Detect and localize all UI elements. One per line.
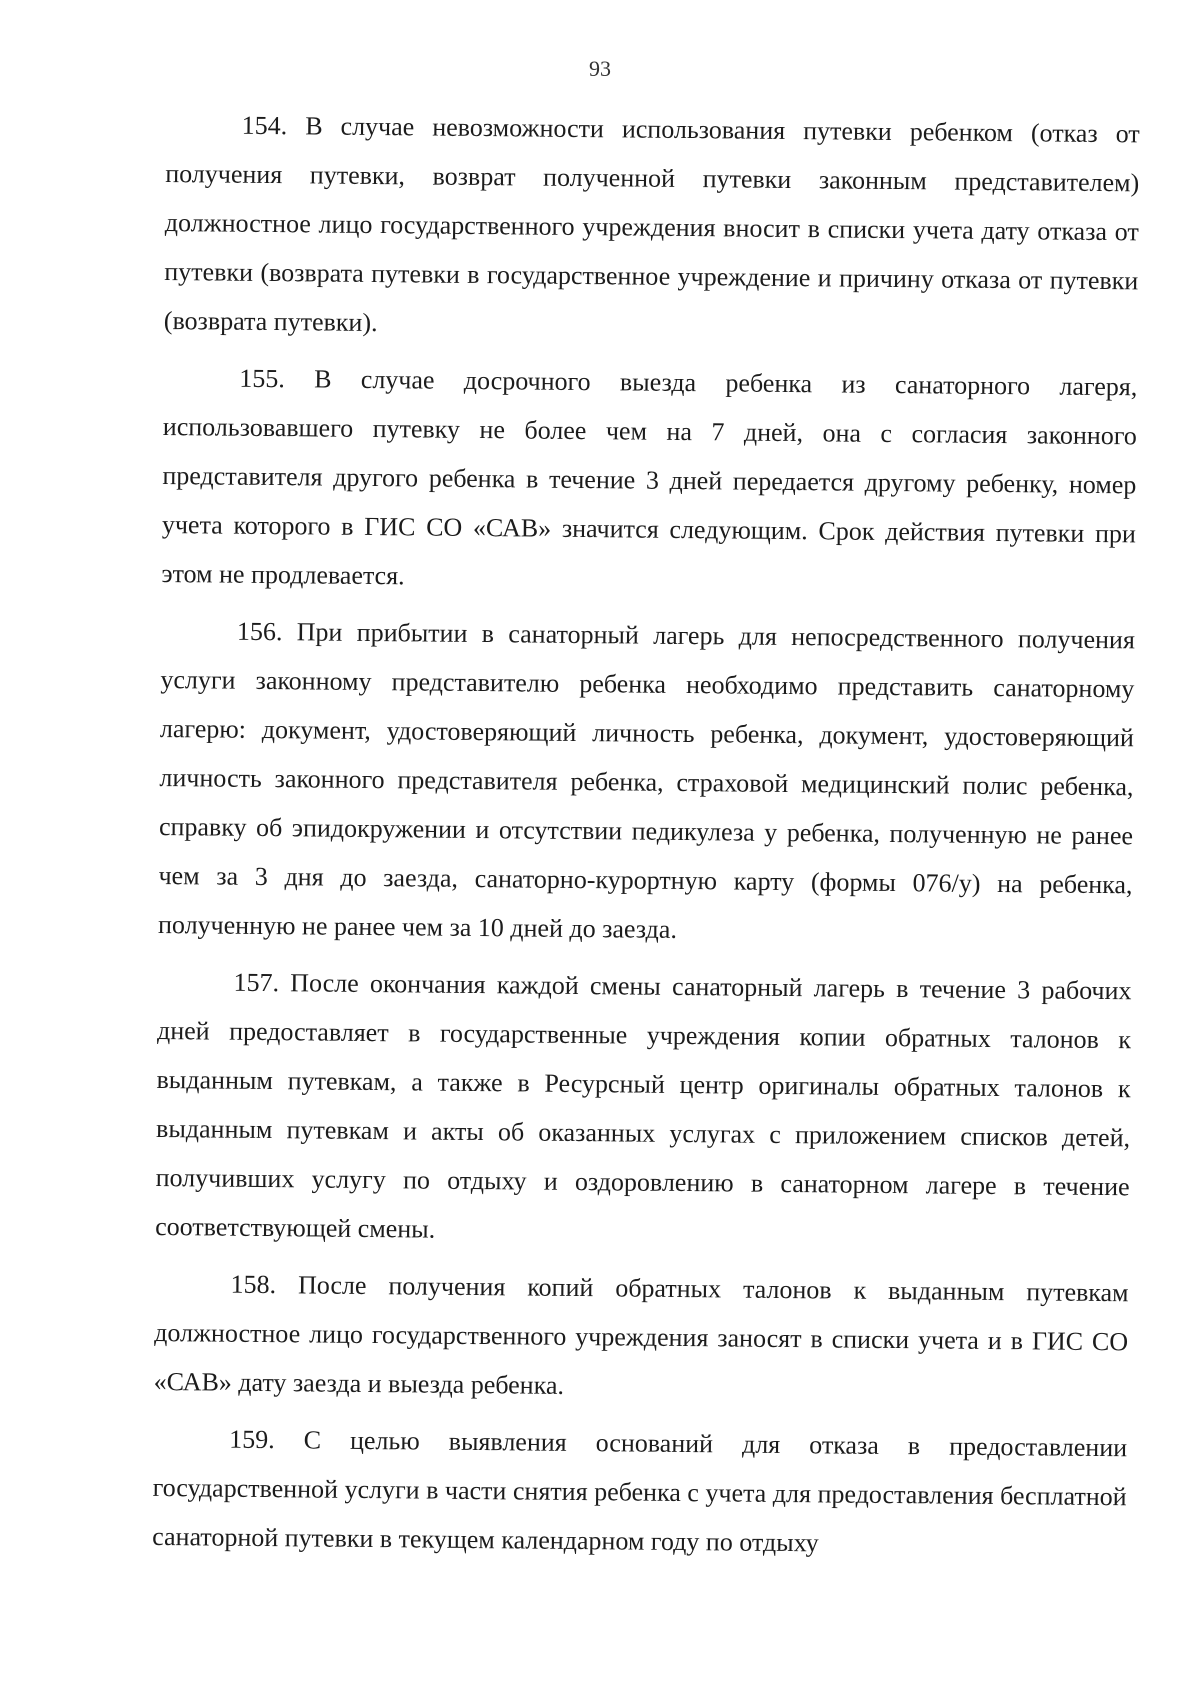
paragraph-159: 159. С целью выявления оснований для отказа в предоставлении государственной услуги в части снятия ребенка с учета для предоставления бесплатной санаторной путевки в текущем календарном году по отдыху <box>152 1424 1128 1558</box>
page-number: 93 <box>589 56 611 81</box>
paragraph-154: 154. В случае невозможности использования путевки ребенком (отказ от получения путевки, возврат полученной путевки законным представителем) должностное лицо государственного учреждения вносит в списки учета дату отказа от путевки (возврата путевки в государственное учреждение и причину отказа от путевки (возврата путевки). <box>163 110 1140 338</box>
paragraph-158: 158. После получения копий обратных талонов к выданным путевкам должностное лицо государственного учреждения заносят в списки учета и в ГИС СО «САВ» дату заезда и выезда ребенка. <box>153 1269 1129 1400</box>
paragraph-155: 155. В случае досрочного выезда ребенка из санаторного лагеря, использовавшего путевку не более чем на 7 дней, она с согласия законного представителя другого ребенка в течение 3 дней передается другому ребенку, номер учета которого в ГИС СО «САВ» значится следующим. Срок действия путевки при этом не продлевается. <box>161 363 1138 591</box>
paragraph-157: 157. После окончания каждой смены санаторный лагерь в течение 3 рабочих дней предоставляет в государственные учреждения копии обратных талонов к выданным путевкам, а также в Ресурсный центр оригиналы обратных талонов к выданным путевкам и акты об оказанных услугах с приложением списков детей, получивших услугу по отдыху и оздоровлению в санаторном лагере в течение соответствующей смены. <box>155 967 1132 1244</box>
document-body <box>152 100 1140 1578</box>
paragraph-156: 156. При прибытии в санаторный лагерь для непосредственного получения услуги законному представителю ребенка необходимо представить санаторному лагерю: документ, удостоверяющий личность ребенка, документ, удостоверяющий личность законного представителя ребенка, страховой медицинский полис ребенка, справку об эпидокружении и отсутствии педикулеза у ребенка, полученную не ранее чем за 3 дня до заезда, санаторно-курортную карту (формы 076/у) на ребенка, полученную не ранее чем за 10 дней до заезда. <box>157 616 1136 944</box>
